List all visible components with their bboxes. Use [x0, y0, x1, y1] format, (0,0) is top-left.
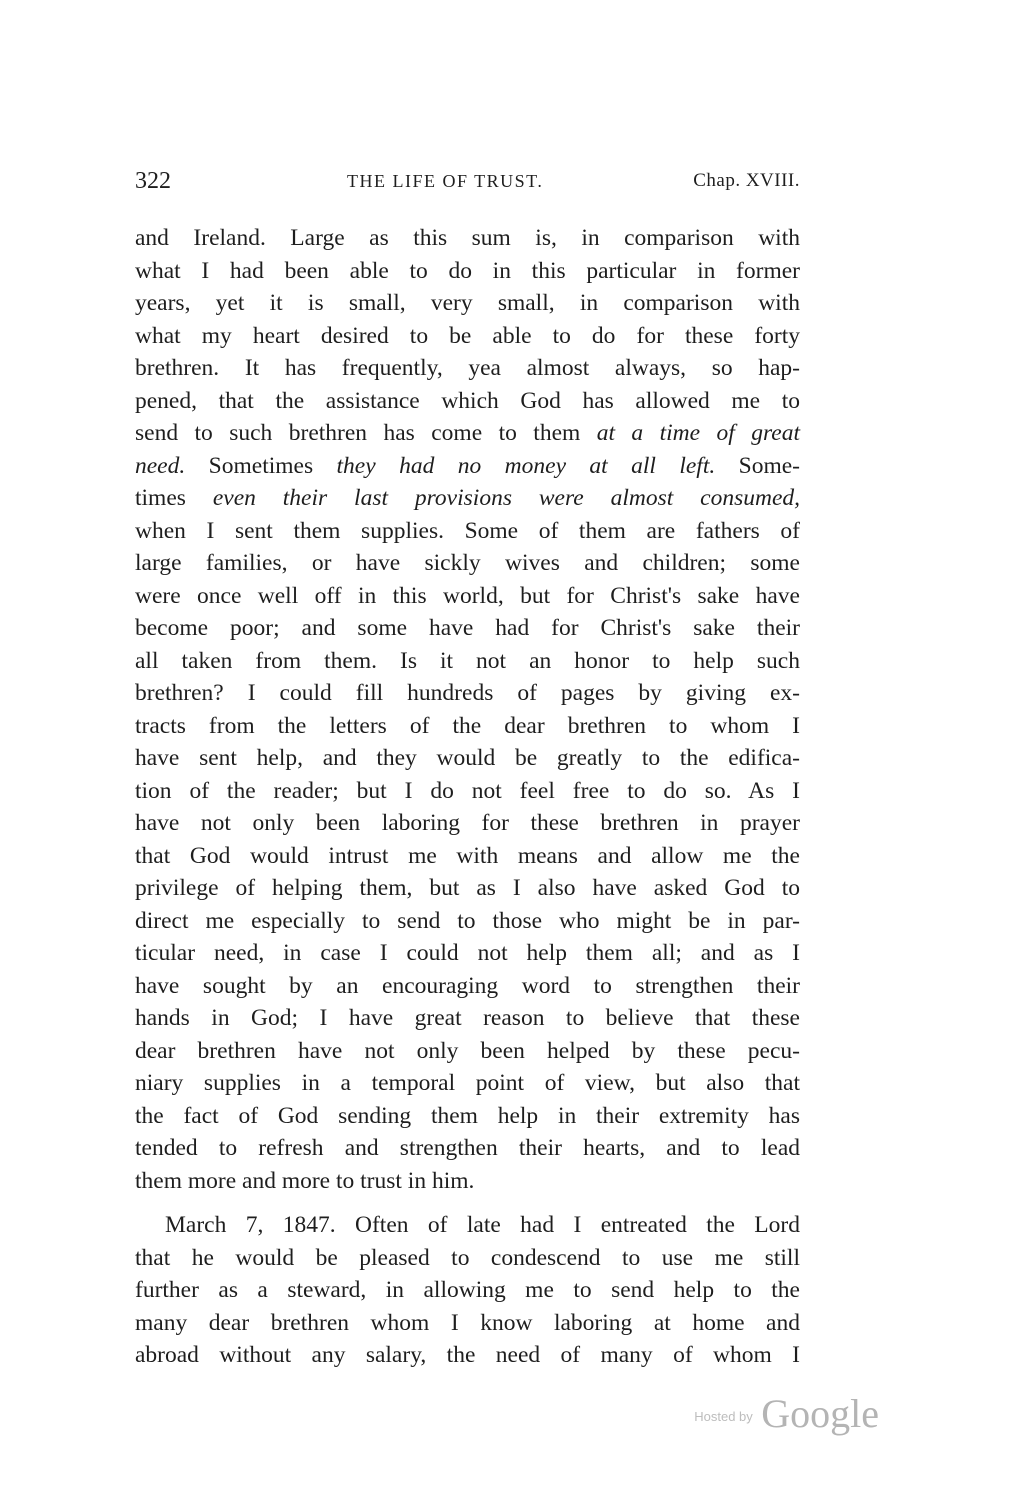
text-line: tion of the reader; but I do not feel free to do so. As I [135, 777, 800, 804]
text-line: all taken from them. Is it not an honor to help such [135, 647, 800, 674]
text-line-italic-mixed: need. Sometimes they had no money at all left. Some- [135, 452, 801, 479]
text-line-italic-mixed: send to such brethren has come to them at a time of great [135, 420, 800, 446]
text-line: have sent help, and they would be greatly to the edifica- [135, 745, 800, 771]
text-line: further as a steward, in allowing me to send help to the [135, 1277, 800, 1303]
text-line: and Ireland. Large as this sum is, in comparison with [135, 225, 800, 251]
text-line: privilege of helping them, but as I also have asked God to [135, 875, 800, 901]
text-line: hands in God; I have great reason to believe that these [135, 1005, 800, 1031]
page-number: 322 [135, 168, 171, 194]
paragraph-gap [135, 1197, 800, 1209]
italic-text: even their last provisions were almost consumed, [212, 485, 801, 511]
text-line: dear brethren have not only been helped by these pecu- [135, 1037, 800, 1064]
text-line: large families, or have sickly wives and children; some [135, 550, 800, 576]
text-line: tended to refresh and strengthen their hearts, and to lead [135, 1135, 800, 1161]
text-line: brethren. It has frequently, yea almost always, so hap- [135, 355, 800, 381]
page-header [135, 168, 800, 198]
text-line: pened, that the assistance which God has allowed me to [135, 387, 800, 414]
text-line: what I had been able to do in this particular in former [135, 257, 800, 284]
text-line: have not only been laboring for these brethren in prayer [135, 810, 800, 836]
body-text [135, 222, 800, 1372]
text-line: what my heart desired to be able to do for these forty [135, 322, 800, 349]
google-logo: Google [761, 1391, 879, 1436]
text-line: that God would intrust me with means and allow me the [135, 842, 800, 869]
text-line: were once well off in this world, but for Christ's sake have [135, 582, 800, 609]
text-line: the fact of God sending them help in their extremity has [135, 1102, 800, 1129]
text-line: abroad without any salary, the need of many of whom I [135, 1342, 800, 1368]
text-line: them more and more to trust in him. [135, 1167, 475, 1194]
text-line: tracts from the letters of the dear brethren to whom I [135, 712, 800, 739]
italic-text: they had no money at all left. [336, 452, 716, 479]
text-line: direct me especially to send to those who might be in par- [135, 907, 800, 934]
text-line: March 7, 1847. Often of late had I entreated the Lord [165, 1212, 800, 1238]
chapter-label: Chap. XVIII. [693, 170, 800, 191]
text-line: that he would be pleased to condescend to use me still [135, 1244, 800, 1271]
text-line: ticular need, in case I could not help them all; and as I [135, 940, 800, 966]
text-line: years, yet it is small, very small, in comparison with [135, 290, 800, 316]
hosted-by-label: Hosted by [694, 1409, 753, 1424]
running-title: THE LIFE OF TRUST. [347, 171, 544, 191]
text-line: become poor; and some have had for Christ's sake their [135, 615, 800, 641]
italic-text: need. [135, 452, 186, 479]
italic-text: at a time of great [596, 420, 800, 446]
text-line: brethren? I could fill hundreds of pages by giving ex- [135, 680, 800, 706]
text-line-italic-mixed: times even their last provisions were almost consumed, [135, 485, 801, 511]
text-line: many dear brethren whom I know laboring at home and [135, 1309, 800, 1336]
text-line: when I sent them supplies. Some of them are fathers of [135, 517, 800, 544]
text-line: have sought by an encouraging word to strengthen their [135, 972, 800, 999]
hosted-by-google-watermark [694, 1390, 879, 1436]
text-line: niary supplies in a temporal point of view, but also that [135, 1070, 800, 1096]
